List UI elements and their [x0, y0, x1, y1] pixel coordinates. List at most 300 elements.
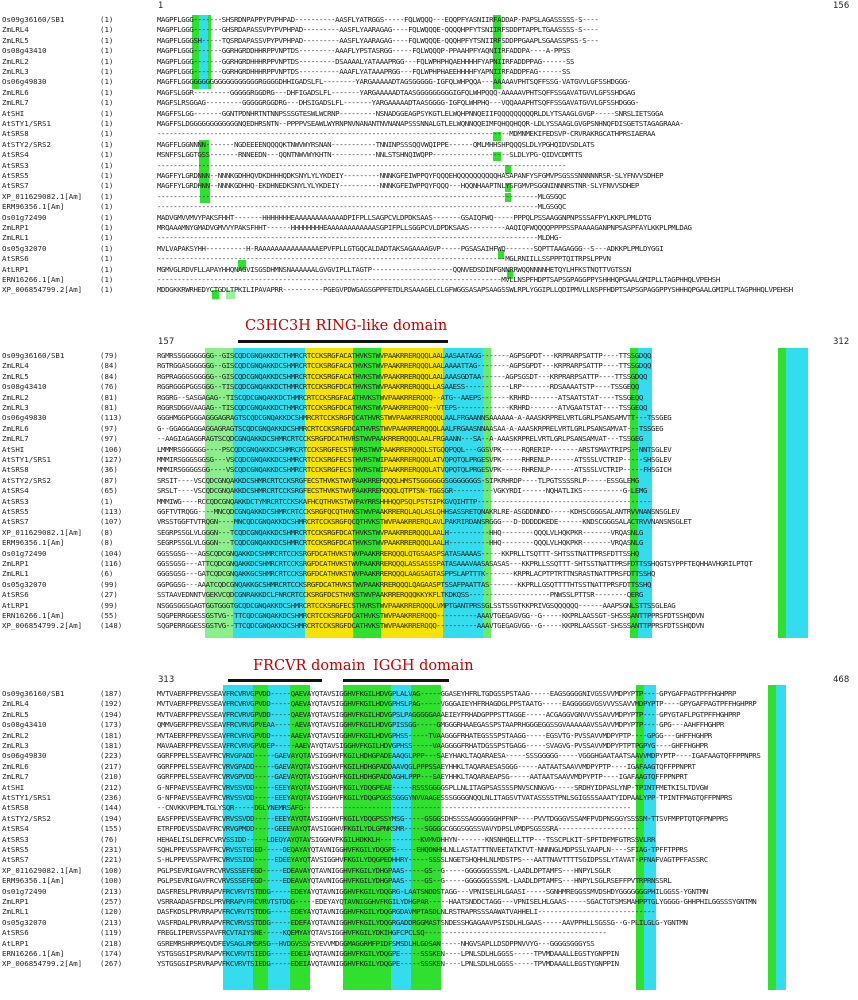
sequence-name: XP_011629082.1[Am] — [2, 527, 83, 537]
sequence-name: Os05g32070 — [2, 579, 47, 589]
sequence-row — [0, 171, 858, 181]
sequence-row — [0, 710, 858, 720]
sequence-offset: (27) — [100, 590, 118, 600]
sequence-name: AtSRS7 — [2, 517, 29, 527]
sequence-name: AtLRP1 — [2, 938, 29, 948]
sequence-row — [0, 559, 858, 569]
sequence-residues: MVTVAERFPREVSSEAVFRCVRVGPVDD-----QAEVAYQTAVSIGGHVFKGILHDVGPLALVAG-----GGASEYHFRLTGDGSSPSTAAG-----EAGSGGGGNIVGSSVVMDPYPTP----GPYGAFPAGTPFFHGHPRP — [157, 689, 737, 698]
sequence-residues: MMMIWG----RCCQDCGNQAKKDCTYMRCRTCCKSKAFHCQTHVKSTWVPAYRRSHHHQQPSQLPSTSIPKGVQIHTTP------------------------------------------- — [157, 496, 652, 506]
sequence-row — [0, 192, 858, 202]
sequence-residues: MAGFFSLDGGGGGGGGGGGGNQEDHRSNTN--PPPPVSEAWLWYRNPNVNANANTNVNANAPSSSNNALGTLELWQNNQQEIMFQHQQHQQR-LDLYSSAAGLGVGPSNHNQFDISGETSTAGAGRAAA- — [157, 119, 684, 128]
sequence-residues: ----------------------------------------------------------------------------------------------MLGSGQC — [157, 202, 567, 212]
sequence-name: AtSRS3 — [2, 834, 29, 844]
sequence-offset: (187) — [100, 689, 123, 698]
sequence-row — [0, 150, 858, 160]
sequence-offset: (1) — [100, 202, 114, 212]
sequence-row — [0, 621, 858, 631]
sequence-residues: FREGLIPERVSSPAVFRCVTAIYSNE-----KQEMYAYQTAVSIGGHVFKGILYDKIHGFCPCLSQ--------------------------------------------- — [157, 928, 607, 938]
sequence-offset: (65) — [100, 486, 118, 496]
sequence-offset: (1) — [100, 87, 114, 97]
sequence-offset: (1) — [100, 275, 114, 284]
sequence-name: AtSTY2/SRS2 — [2, 813, 51, 823]
sequence-residues: MMMIRSGGGGSGG----VSCQDCGNQAKKDCSHMRCRTCCKSRGFECSTHVRSTWIPAAKRRERQQQLATVQPQTQLPRGESVPK-----RHRENLP------ATSSSLVCTRIP-----FHSGICH — [157, 465, 672, 475]
sequence-offset: (1) — [100, 223, 114, 232]
sequence-offset: (127) — [100, 455, 123, 464]
sequence-offset: (36) — [100, 465, 118, 475]
sequence-residues: YSTGSGSIPSRVRAPVFKCVRVTSIEDG-----EDEIAVQTAVNIGGHVFKGILYDQGPE-----SSSKEN----LPNLSDLHLGGSS-----TPVMDAAALLEGSTYGNPPIN — [157, 959, 619, 969]
iggh-domain-label: IGGH domain — [373, 658, 474, 674]
sequence-row — [0, 361, 858, 371]
sequence-row — [0, 36, 858, 46]
sequence-residues: GGPGGSG---AAATCQDCGNQAKKGCSHMRCRTCCKSRGFDCATHVKSTWVPAAKRRERQQQLQAGAASPTSSAFPAATTAS-------KKPRLLGSQTTTTHTSSTNATTPRSFDTTSSHQ — [157, 579, 652, 589]
ring-domain-label: C3HC3H RING-like domain — [245, 318, 448, 334]
sequence-name: XP_006854799.2[Am] — [2, 621, 83, 631]
sequence-name: ZmLRL5 — [2, 35, 29, 45]
sequence-name: AtSHI — [2, 108, 25, 118]
sequence-residues: MAGPFLGGGSH-----TQSRDAPASSVPYPVPHPAD---------AASFLYAARAGAG----FQLWQQQE-QQQHPFYTSNIIRFSDDPPGAAPLSGAASSPSS-S--- — [157, 35, 599, 45]
sequence-row — [0, 445, 858, 455]
sequence-offset: (1) — [100, 233, 114, 243]
sequence-offset: (1) — [100, 496, 114, 506]
sequence-offset: (81) — [100, 392, 118, 402]
sequence-row — [0, 15, 858, 25]
sequence-name: ZmLRL4 — [2, 699, 29, 709]
sequence-residues: ----------------------------------------------------------------------------------------------------- — [157, 160, 567, 170]
sequence-offset: (106) — [100, 444, 123, 454]
sequence-offset: (107) — [100, 517, 123, 527]
sequence-offset: (116) — [100, 559, 123, 568]
sequence-offset: (81) — [100, 403, 118, 412]
sequence-offset: (231) — [100, 845, 123, 854]
sequence-row — [0, 403, 858, 413]
sequence-residues: MAGFFYLGRDHNN--NNNKGDHHQ-EKDHNEDKSNYLYLYKDEIY----------NNNKGFEIWPPQYFQQQ---HQQNHAAPTNLYSFGMVPSGGNINNNRSTNR-SLYFNVVSDHEP — [157, 181, 639, 191]
sequence-name: AtSRS4 — [2, 824, 29, 834]
sequence-name: AtLRP1 — [2, 600, 29, 610]
sequence-row — [0, 285, 858, 295]
sequence-offset: (99) — [100, 600, 118, 610]
sequence-name: ERN16266.1[Am] — [2, 949, 65, 958]
sequence-residues: RGGRSDGGVAAGAG--TISCQDCGNQAKKDCTHMRCRTCCKSRGFDCATHVKSTWVPAAKRRERQQQ--VTEPS-------------KRHRD-------ATVGAATSTAT----TSSGEQQ — [157, 403, 647, 412]
sequence-row — [0, 46, 858, 56]
sequence-name: ZmLRL6 — [2, 761, 29, 771]
sequence-row — [0, 876, 858, 886]
sequence-offset: (6) — [100, 569, 114, 579]
sequence-offset: (1) — [100, 212, 114, 222]
sequence-residues: MSNFFSLGGTGSS-------RNNEEDN---QQNTNWVWYKHTN-----------NNLSTSHNQIWQPP-------------------SLDLYPG-QIDVCDMTTS — [157, 150, 583, 160]
sequence-row — [0, 959, 858, 969]
sequence-offset: (1) — [100, 150, 114, 160]
sequence-row — [0, 413, 858, 423]
sequence-name: ZmLRL3 — [2, 403, 29, 412]
sequence-row — [0, 88, 858, 98]
sequence-name: AtSHI — [2, 782, 25, 792]
block-end-position: 156 — [833, 1, 850, 11]
sequence-residues: RGPRAGGGSGGGGG--GISCQDCGNQAKKDCSHMRCRTCCKSRGFACATHVKSTWVPAAKRRERQQQLAALAAASGDTAA------AGPSGSDT---KRPRARPSATTP----TTSSGDQQ — [157, 371, 647, 381]
sequence-residues: -------------------------------------------------------------------------------------MVLLNSPFHDPTSAPSGPAGGPPYSHHHQPGAALGMIPLLTAGPHHQLVPEHSH — [157, 275, 720, 284]
sequence-row — [0, 98, 858, 108]
sequence-residues: RGMRSSGGGGGGGG--GISCQDCGNQAKKDCTHMRCRTCCKSRGFACATHVKSTWVPAAKRRERQQQLAALAASAATAGG-------AGPSGPDT---KRPRARPSATTP----TTSSGDQQ — [157, 351, 652, 360]
sequence-row — [0, 25, 858, 35]
sequence-row — [0, 351, 858, 361]
sequence-residues: G-NFPAEVSSEAVFRCVRVSSVDD-----EEEYAYQTAVSIGGHVFKGILYDQGPEAE-----RSSSGGGGSPLLNLITAGPSASSSSPNVSCNNGVG-----SRDHYIDPASLYNP-TPINTFMETKISLTDVGW — [157, 782, 708, 792]
sequence-row — [0, 497, 858, 507]
sequence-name: AtSHI — [2, 444, 25, 454]
sequence-row — [0, 507, 858, 517]
sequence-name: Os08g43410 — [2, 720, 47, 730]
sequence-row — [0, 213, 858, 223]
sequence-row — [0, 77, 858, 87]
sequence-offset: (221) — [100, 855, 123, 865]
sequence-name: ERM96356.1[Am] — [2, 538, 65, 548]
sequence-residues: MAGPFLGGG-------GGRHGRDHHHRPPVNPTDS----------AAAFLYATAAAPRGG---FQLWPHPHAEEHHHHFYAPNIIRFADDPFAG------SS — [157, 67, 571, 76]
sequence-residues: MVTVAERFPREVSSEAVFRCVRVGPVDD-----QAEVAYQTAVSIGGHVFKGILHDVGPSLPAGGGGGAAAEIEYFRHADGPPPSTTAGGE-----ACGAGGVGNVVVSSAVVMDPYPTP----GPYGTAFLPGTPFFHGHPRP — [157, 709, 741, 719]
sequence-row — [0, 855, 858, 865]
sequence-offset: (1) — [100, 171, 114, 180]
sequence-offset: (213) — [100, 886, 123, 896]
sequence-offset: (113) — [100, 413, 123, 423]
sequence-row — [0, 57, 858, 67]
sequence-name: AtSRS5 — [2, 171, 29, 180]
sequence-offset: (1) — [100, 119, 114, 128]
sequence-row — [0, 109, 858, 119]
sequence-residues: GGRFPPELSSEAVFRCVRVGPADD-----GAEVAYQTAVSIGGHVFKGILHDHGPADDAAVQGLPPPSSAEYHHKLTAQARAESASGGG-----AATAATSAAVVMDPYPTP----IGAFAAGTQFFPPNPRT — [157, 761, 696, 771]
sequence-offset: (1) — [100, 181, 114, 191]
sequence-row — [0, 824, 858, 834]
sequence-offset: (181) — [100, 741, 123, 750]
sequence-residues: MVTVAERFPREVSSEAVFRCVRVGPVDD-----QAEVAYQTAVSIGGHVFKGILHDVGPHSLPAG-----VGGGAIEYHFRHAGDGLPPSTAATG-----EAGGGGGVGSVVVSSAVVMDPYPTP----GPYGAFPAGTPFFHGHPRP — [157, 699, 757, 709]
sequence-residues: ---------------------------------------------------------------------------------------MDMNMEKIFEDSVP-CRVRAKRGCATHPRSIAERAA — [157, 129, 656, 139]
sequence-name: AtSRS8 — [2, 465, 29, 475]
sequence-residues: G--GGAGGAGGAGGAGRAGTSCQDCGNQAKKDCSHMRCRTCCKSRGFDCATHVRSTWVPAAKRRERQQQLAALFRGAASNNAASAA-A-AAASKRPRELVRTLGRLPSANSAMVAT---TSSGEG — [157, 423, 664, 433]
sequence-residues: RGTRGGASGGGGGG--GISCQDCGNQAKKDCSHMRCRTCCKSRGFACATHVKSTWVPAAKRRERQQQLAALAAAATTAG--------AGPSGPDT---KRPRARPSATTP----TTSSGDQQ — [157, 361, 652, 371]
sequence-offset: (1) — [100, 67, 114, 76]
sequence-name: Os06g49830 — [2, 77, 47, 87]
sequence-residues: --CNVKKVPEMLTGLYSQR-----DGLYNEMRSAFG--------------------------------------------------------------------------------- — [157, 803, 631, 813]
sequence-name: AtSTY1/SRS1 — [2, 119, 51, 128]
sequence-name: AtSRS3 — [2, 160, 29, 170]
sequence-name: AtSRS3 — [2, 496, 29, 506]
sequence-offset: (100) — [100, 876, 123, 886]
sequence-offset: (155) — [100, 824, 123, 834]
sequence-residues: PGLPSEVRIGAVFRCVRVSSSEFEGD-----EDEAVAYQTAVNIGGHVFKGILYDHGPAAS-----GS--G-----GGGGGGSSSML-LAADLDPTAMFS---HNPYLSGLRSEFFPVTRPRNSSRL — [157, 876, 672, 886]
sequence-offset: (1) — [100, 15, 114, 24]
sequence-offset: (113) — [100, 507, 123, 516]
sequence-row — [0, 244, 858, 254]
sequence-offset: (212) — [100, 782, 123, 792]
sequence-row — [0, 949, 858, 959]
sequence-row — [0, 611, 858, 621]
sequence-offset: (1) — [100, 191, 114, 201]
sequence-name: ZmLRL6 — [2, 423, 29, 433]
sequence-residues: RGGRG--SASGAGAG--TISCQDCGNQAKKDCTHMRCRTCCKSRGFACATHVKSTWVPAAKRRERQQQ--ATG--AAEPS-------KRHRD-------ATSAATSTAT----TSSGEQQ — [157, 392, 643, 402]
sequence-row — [0, 793, 858, 803]
sequence-residues: SQGPERRGGESSGSTVG--TTCQDCGNQAKKDCSHMRCRTCCKSRGFDCATHVKSTWVPAAKRRERQQQ----------AAAVTGEGAGVGG--G-----KKPRLAASSGT-SHSSSANTTPPRSFDTSSHQDVN — [157, 621, 704, 631]
sequence-name: Os09g36160/SB1 — [2, 15, 65, 24]
sequence-name: Os01g72490 — [2, 548, 47, 558]
sequence-name: XP_011629082.1[Am] — [2, 865, 83, 875]
sequence-offset: (76) — [100, 382, 118, 392]
sequence-residues: MAVAAERFPREVSSEAVFRCVRVGPVDEP-----AAEVAYQTAVSIGGHVFKGILHDVGPHSS-----VAAGGGGFRHATDGSSPSTGAGG-----SVAGVG-PVSSAVVMDPYPTPTPGPYG----GHFFHGHPR — [157, 741, 708, 750]
sequence-name: AtSTY2/SRS2 — [2, 475, 51, 485]
sequence-name: Os05g32070 — [2, 243, 47, 253]
sequence-name: ZmLRL7 — [2, 434, 29, 444]
sequence-row — [0, 549, 858, 559]
sequence-residues: MVTAEERFPREVSSEAVFRCVRVGPVDD-----AAEVAYQTAVSIGGHVFKGILHDVGPHSS-----TVAAGGGFRHATEGSSSPSTAAGG-----EGSVTG-PVSSAVVMDPYPTP----GPGG---GHFFHGHPR — [157, 730, 712, 740]
sequence-name: AtSRS8 — [2, 803, 29, 813]
sequence-offset: (181) — [100, 730, 123, 740]
sequence-offset: (1) — [100, 243, 114, 253]
sequence-row — [0, 265, 858, 275]
sequence-offset: (1) — [100, 285, 114, 295]
sequence-offset: (1) — [100, 160, 114, 170]
sequence-row — [0, 928, 858, 938]
sequence-residues: GGFTVTRQGG----MNCQDCGNQAKKDCSHMRCRTCCKSRGFQCQTHVKSTWVPAAKRRERQLAQLASLQHHSASSRETQNAKRLRE-ASGDDNNDD-----KDHSCGGGSALANTRVVNANSNSGLEV — [157, 507, 680, 516]
sequence-residues: GGGHMGGPGGGAGGGAGRAGTSCQDCGNQAKKDCSHMRCRTCCKSRGFDCATHVRSTWVPAAKRRERQQQLAALFRGAANNSAAAAAA-A-AAASKRPRELVRTLGRLPSANSAMVTT---TSSGEG — [157, 413, 672, 423]
sequence-name: XP_011629082.1[Am] — [2, 191, 83, 201]
sequence-offset: (97) — [100, 434, 118, 444]
sequence-name: ZmLRL2 — [2, 392, 29, 402]
sequence-name: ZmLRP1 — [2, 223, 29, 232]
sequence-residues: QMMVGERFPREVSSEAVFRCVRVGPVEAA-----AEVAYQTAVSIGGHVFKGILHDVGPISSGG-----GMGGGRHAAEGASSPSTAAPRHGGGEGGSSGVAAAAAAVSSAVVMDPYPTP----GPG---AAHFFHGHPR — [157, 720, 724, 730]
sequence-residues: ETRFPDEVSSDAVFRCVRVGPMDD-----GEEEVAYQTAVSIGGHVFKGILYDLGPNKSMR-----SGGGGCGGGSGGSSVAVYDPSLVMDPSGSSSRA-------------------- — [157, 824, 639, 834]
sequence-offset: (79) — [100, 351, 118, 360]
block-start-position: 157 — [158, 337, 175, 347]
sequence-offset: (1) — [100, 129, 114, 139]
sequence-residues: --AAGIAGAGGRAGTSCQDCGNQAKKDCSHMRCRTCCKSRGFDCATHVRSTWVPAAKRRERQQQLAALFRGAANN---SA--A-AAASKRPRELVRTLGRLPSANSAMVAT---TSSGEG — [157, 434, 643, 444]
sequence-name: ZmLRL3 — [2, 67, 29, 76]
sequence-name: AtSRS6 — [2, 928, 29, 938]
sequence-name: AtLRP1 — [2, 264, 29, 274]
sequence-name: AtSRS6 — [2, 590, 29, 600]
sequence-offset: (213) — [100, 917, 123, 927]
sequence-residues: MRQAAAMNYGMADVGMVVYPAKSFHHT------HHHHHHHHEAAAAAAAAAAAASGPIFPLLSGGPCVLDPDKSAAS---------AAQIQFWQQQQPPPPSSPAAAAGANPNPSASPFAYLKKPLPMLDAG — [157, 223, 692, 232]
sequence-offset: (84) — [100, 371, 118, 381]
sequence-offset: (87) — [100, 475, 118, 485]
sequence-residues: MAGPFLGGG-------GGRHGRDHHHRPPVNPTDS---------DSAAAALYATAAAPRGG---FQLWPHPHQAEHHHHFYAPNIIRFADDPPAG------SS — [157, 56, 575, 66]
sequence-name: Os09g36160/SB1 — [2, 351, 65, 360]
sequence-offset: (1) — [100, 254, 114, 264]
sequence-offset: (1) — [100, 139, 114, 149]
sequence-offset: (8) — [100, 538, 114, 548]
sequence-row — [0, 887, 858, 897]
sequence-row — [0, 465, 858, 475]
sequence-row — [0, 580, 858, 590]
sequence-row — [0, 918, 858, 928]
sequence-residues: G-NFPAEVSSEAVFRCVRVSSVDD-----EEEYAYQTAVSIGGHVFKGILYDQGPGGSSGGGYNVVAAGESSSGGGGNQQLNLITAGSVTVATASSSSTPNLSGIGSSSAAATYIDPAALYPP-TPINTFMAGTQFFPNPRS — [157, 793, 733, 802]
sequence-residues: HEHAELISLDEFRCVRVSSIDD-----LDEQYAYQTAVSIGGHVFKGILHDKKLH----------KVMVDHHYN-------KNSNHQELLTTP---TSSCPLKIT-SPFTDFMFGTRSSVLRR — [157, 834, 656, 844]
sequence-offset: (1) — [100, 46, 114, 56]
sequence-name: ZmLRL3 — [2, 741, 29, 750]
block-start-position: 313 — [158, 675, 175, 685]
sequence-name: ERN16266.1[Am] — [2, 611, 65, 620]
sequence-name: AtSTY1/SRS1 — [2, 793, 51, 802]
sequence-residues: SRSIT----VSCQDCGNQAKKDCSHMRCRTCCKSRGFECSTHVKSTWVPAAKRRERQQQLHMSTSGGGGGGSGGGGGGGS-SIPKRHRDP----TLPGTSSSSRLP-----ESSGLEMG — [157, 475, 639, 485]
sequence-offset: (223) — [100, 751, 123, 761]
sequence-name: Os08g43410 — [2, 46, 47, 56]
sequence-residues: S-HLPPEVSSPAVFRCVRVSSIDD-----EDEEYAYQTAVSIGGHVFKGILYDQGPEDHHRY-----SSSSLNGETSHQHHLNLMDSTPS---AATTNAVTTTTSGIDPSSLYTAVAT-PFNAFVAGTPFFASSRC — [157, 855, 708, 865]
sequence-name: Os09g36160/SB1 — [2, 689, 65, 698]
sequence-residues: SSTAAVEDNNTVGEKVCQDCGNRAKKDCLFNRCRTCCKSRGFDCSTHVKSTWVPAAKRRERQQQKKYKFLTKDKQSS--------------------PNWSSLPTTSR--------QERG — [157, 590, 643, 600]
sequence-offset: (210) — [100, 772, 123, 782]
sequence-offset: (1) — [100, 56, 114, 66]
sequence-row — [0, 835, 858, 845]
sequence-residues: SQGPERRGGESSGSTVG--TTCQDCGNQAKKDCSHMRCRTCCKSRGFDCATHVKSTWVPAAKRRERQQQ----------AAAVTGEGAGVGG--G-----KKPRLAASSGT-SHSSSANTTPPRSFDTSSHQDVN — [157, 611, 704, 620]
sequence-name: Os08g43410 — [2, 382, 47, 392]
sequence-row — [0, 720, 858, 730]
sequence-residues: EASFPPEVSSEAVFRCVRVSSVDD-----EEEYAYQTAVSIGGHVFKGILYDQGPSSYMSG-----GSGGSDHSSSSAGGGGGGHPFNP----PVVTDGGGVSSAMFPVDPNSGGYSSSSM-TTSVFMPPTQTQFPNPPRS — [157, 813, 728, 823]
sequence-residues: MAGFSLGGR---------GGGGGRGGDRG---DHFIGADSLFL-------YARGAAAAADTAASGGGGGGGGGIGFQLWHPQQQ-AAAAAVPHTSQFFSSGAVATGVVLGFSSHDGAG — [157, 87, 635, 97]
sequence-offset: (1) — [100, 98, 114, 108]
sequence-residues: LMMMRSGGGGGG----PSCQDCGNQAKKDCSHMRCRTCCKSRGFECSTHVRSTWVPAAKRRERQQQLSTGQQPQQL---GGSVPK-----RQRERIP-------ARSTSMAYTRIPS--NNTSGLEV — [157, 444, 672, 454]
sequence-row — [0, 939, 858, 949]
sequence-name: AtSRS5 — [2, 845, 29, 854]
sequence-row — [0, 689, 858, 699]
sequence-residues: GGRFPPELSSEAVFRCVRVGPADD-----GAEVAYQTAVSIGGHVFKGILHDHGPADEAAQGLPPP---SAEYHAKLTAQARAESA-----SSSGGGGG-----VGGGHGAATAATSAAVVMDPYPTP----IGAFAAGTQFFPPNPRS — [157, 751, 761, 761]
sequence-residues: ----------------------------------------------------------------------------------------------MLGSGQC — [157, 191, 567, 201]
sequence-row — [0, 803, 858, 813]
sequence-residues: MAGFFLGGNNNN-------NGDEEEENQQQQKTNWVWYRSNAN-----------TNNINPSSSQQVWQIPPE------QMLMHHSHPQQQSLDLYPGHQIDVSDLATS — [157, 139, 595, 149]
sequence-name: ZmLRL2 — [2, 56, 29, 66]
sequence-name: ZmLRL7 — [2, 772, 29, 782]
sequence-offset: (236) — [100, 793, 123, 802]
sequence-residues: GGRFPPELSSEAVFRCVRVGPVDD-----GAEVAYQTAVSIGGHVFKGILHDHGPADDAGHLPPP---SAEYHHKLTAQARAEAPSG-----AATAATSAAVVMDPYPTP----IGAFAAGTQFFPPNPRT — [157, 772, 688, 782]
sequence-name: ZmLRL2 — [2, 730, 29, 740]
sequence-residues: PGLPSEVRIGAVFRCVRVSSSEFEGD-----EDEAVAYQTAVNIGGHVFKGILYDHGPAAS-----GS--G-----GGGGGGSSSML-LAADLDPTAMFS---HNPYLSGLR — [157, 865, 611, 875]
sequence-name: AtSRS7 — [2, 181, 29, 191]
sequence-residues: MAGFFYLGRDNNN--NNNKGDHHQVDKDHHHQDKSNYLYLYKDEIY---------NNNKGFEIWPPQYFQQQEHQQQQQQQQQQHASAPANFYSFGMVPSGSSSNNNNNRSR-SLYFNVVSDHEP — [157, 171, 664, 180]
sequence-offset: (144) — [100, 803, 123, 813]
sequence-offset: (257) — [100, 897, 123, 906]
sequence-row — [0, 783, 858, 793]
sequence-row — [0, 762, 858, 772]
sequence-name: AtSRS5 — [2, 507, 29, 516]
sequence-name: ZmLRL1 — [2, 233, 29, 243]
sequence-name: ERM96356.1[Am] — [2, 202, 65, 212]
sequence-name: Os01g72490 — [2, 212, 47, 222]
sequence-row — [0, 569, 858, 579]
sequence-offset: (267) — [100, 959, 123, 969]
block-start-position: 1 — [158, 1, 164, 11]
sequence-name: AtSRS8 — [2, 129, 29, 139]
sequence-offset: (104) — [100, 548, 123, 558]
sequence-row — [0, 254, 858, 264]
sequence-offset: (1) — [100, 35, 114, 45]
sequence-row — [0, 601, 858, 611]
sequence-row — [0, 129, 858, 139]
sequence-row — [0, 202, 858, 212]
sequence-residues: --------------------------------------------------------------------------------------MGLRNIILLSSPPPTQITRPSLPPVN — [157, 254, 611, 264]
sequence-row — [0, 382, 858, 392]
sequence-row — [0, 119, 858, 129]
sequence-row — [0, 907, 858, 917]
sequence-row — [0, 161, 858, 171]
sequence-offset: (148) — [100, 621, 123, 631]
sequence-residues: SEGRPSSGLVLGGGN---TCQDCGNQAKKDCSHMRCRTCCKSRGFDCATHVKSTWVPAAKRRERQQQLAALH----------HHQ--------QQQLVLHQKPKR-------VRQASNLG — [157, 538, 643, 548]
sequence-name: AtSRS7 — [2, 855, 29, 865]
sequence-row — [0, 517, 858, 527]
sequence-residues: VRSSTGGFTVTRQGN----MNCQDCGNQAKKDCSHMRCRTCCKSRGFQCQTHVKSTWVPAAKRRERQLAVLPAKRIRDANSRGGG---D-DDDDDKEDE------KNDSCGGGSALACTRVVNANSNSGLET — [157, 517, 692, 527]
sequence-name: Os05g32070 — [2, 917, 47, 927]
sequence-row — [0, 181, 858, 191]
sequence-name: ZmLRP1 — [2, 559, 29, 568]
sequence-name: AtSTY1/SRS1 — [2, 455, 51, 464]
sequence-name: XP_006854799.2[Am] — [2, 959, 83, 969]
sequence-row — [0, 372, 858, 382]
block-end-position: 312 — [833, 337, 850, 347]
sequence-residues: NSGGSGGSGAGTGGTGGGTGCQDCGNQAKKDCSHMRCRTCCKSRGFECSTHVRSTWVPAAKRRERQQQLVMPTGANTPRSSGLSSTSSGTKKPRIVGSQQQQQQ------AAAPSGNLSTTSSGLEAG — [157, 600, 676, 610]
sequence-offset: (194) — [100, 813, 123, 823]
sequence-name: ZmLRL5 — [2, 709, 29, 719]
sequence-name: XP_006854799.2[Am] — [2, 285, 83, 295]
sequence-residues: GGSSGSG---ATTCQDCGNQAKKDCSHMRCRTCCKSRGFDCATHVKSTWVPAAKRRERQQQLASSASSSPATASAAAVAASASASAS---KKPRLLSSQTTT-SHTSSTNATTPRSFDTTSSHQGTSYPPFTEQHHAVHGRILPTQT — [157, 559, 753, 568]
sequence-row — [0, 486, 858, 496]
sequence-row — [0, 731, 858, 741]
sequence-residues: SQHLPPEVSSPAVFRCVRVSSTEDED-----DEQAYAYQTAVNIGGHVFKGILYDQGPE-----EHQDNHHLNLLASTATTTNVEETATKTVT-NNNNGLMDPSSLYAAPLN----SFIAG-TPFFTPPRS — [157, 845, 688, 854]
sequence-name: ZmLRL4 — [2, 25, 29, 35]
sequence-row — [0, 455, 858, 465]
sequence-residues: MAGPFLGGG-------GHSRDAPASSVPYPVPHPAD---------AASFLYAARAGAG----FQLWQQQE-QQQQHPFYTSNIIRFSDDPTAPPLTGAASSSS-S---- — [157, 25, 599, 35]
sequence-row — [0, 233, 858, 243]
sequence-row — [0, 699, 858, 709]
sequence-name: ERN16266.1[Am] — [2, 275, 65, 284]
sequence-name: Os01g72490 — [2, 886, 47, 896]
sequence-name: ZmLRL1 — [2, 907, 29, 917]
sequence-residues: MADVGMVVMVYPAKSFHHT-------HHHHHHHEAAAAAAAAAAAADPIFPLLSAGPCVLDPDKSAAS-------GSAIQFWQ-----PPPQLPSSAAGGNPNPSSSAFPYLKKPLPMLDTG — [157, 212, 652, 222]
sequence-offset: (217) — [100, 761, 123, 771]
sequence-residues: MAGPFLGGG-------SHSRDNPAPPYPVPHPAD----------AASFLYATRGGS-----FQLWQQQ---EQQPFYASNIIRFADDAP-PAPSLAGASSSSS-S---- — [157, 15, 599, 24]
sequence-residues: VSRRAADASFRDSLPRVRRAPVFRCVRVTSTDDG-----EDEYAYQTAVNIGGHVFKGILYDHGPAR-----HAATSNDDCTAGG---VPNISELHLGAAS-----SGACTGTSMSMAHPPTGLYGGGG-GHHPHILGGSSSYGNTMN — [157, 897, 757, 906]
sequence-offset: (120) — [100, 907, 123, 917]
sequence-name: AtSTY2/SRS2 — [2, 139, 51, 149]
sequence-name: ZmLRL5 — [2, 371, 29, 381]
sequence-offset: (97) — [100, 423, 118, 433]
sequence-residues: DASFRESLPRVRRAPVFRCVRVTSTDDG-----EDEYAYQTAVNIGGHVFKGILYDQGRG-LAATSNDDSTAGG---VPNISELHLGAASI-----SGNHMREGGSSMVDSHDYGGGGGGGPHILGGSS-YGNTMN — [157, 886, 708, 896]
sequence-offset: (76) — [100, 834, 118, 844]
sequence-residues: YSTGSGSIPSRVRAPVFKCVRVTSIEDG-----EDEIAVQTAVNIGGHVFKGILYDQGPE-----SSSKEN----LPNLSDLHLGGSS-----TPVMDAAALLEGSTYGNPPIN — [157, 949, 619, 958]
sequence-residues: VASFRDALPRVRRAPVFRCVRVSSTDDG-----EDEFAYQTAVNIGGHVFKGILYDQGRGADDRGGMASTSNDESSHGAGAAVPSISDLHLGAAS-----AAVPPHLLSGSSG--G-PLILGLG-YGNTMN — [157, 917, 688, 927]
sequence-row — [0, 751, 858, 761]
sequence-residues: MGMVGLRDVFLLAPAYHHQNAGVISGSDHMNSNAAAAAALGVGVIPLLTAGTP--------------------QQNVEDSDINFGNNRRWQQNNNNHETQYLHFKSTNQTTVGTSSN — [157, 264, 631, 274]
sequence-residues: SRSLT----VSCQDCGNQAKKDCSHMRCRTCCKSRGFECSTHVKSTWVPAAKRRERQQQLQTPTSN-TGGSGR----------VGKYRDI------NQHATLIKS----------G-LEMG — [157, 486, 647, 496]
sequence-residues: MAGFSLRSGGAG---------GGGGGRGGDRG---DHSIGADSLFL-------YARGAAAAADTAASGGGG-IGFQLWHPHQ---VQQAAAPHTSQFFSSGAVATGVVLGFSSHDGGG- — [157, 98, 639, 108]
sequence-residues: ----------------------------------------------------------------------------------------------MLDHG- — [157, 233, 562, 243]
sequence-row — [0, 814, 858, 824]
sequence-offset: (1) — [100, 77, 114, 87]
sequence-residues: MDDGKKRWRHEDYCTGDLTPKILIPAVAPRR----------PGEGVPDWGAGSGPPFETDLRSAAAGELCLGFWGGSASAPSAAGSSWLRPLYGGIPLLQDIPMVLLNSPFHDPTSAPSGPAGGPPYSHHHQPGAALGMIPLLTAGPHHQLVPEHSH — [157, 285, 793, 295]
sequence-residues: MMMIRSGGGSGGSG---VSCQDCGNQAKKDCSHMRCRTCCKSRGFECSTHVRSTWIPAAKRRERQQQLATVQPQTQLPRGESVPK-----RHRENLP------ATSSSLVCTRIP-----SHSGLEV — [157, 455, 672, 464]
sequence-offset: (1) — [100, 264, 114, 274]
sequence-offset: (1) — [100, 25, 114, 35]
sequence-row — [0, 434, 858, 444]
sequence-offset: (1) — [100, 108, 114, 118]
sequence-name: ZmLRL6 — [2, 87, 29, 97]
sequence-row — [0, 538, 858, 548]
sequence-residues: RGGRGGGPGGSGGG--TISCQDCGNQAKKDCTHMRCRTCCKSRGFDCATHVKSTWVPAAKRRERQQQLLASAAESS-----------LRP-------RDSAAAATSTP----TSSGEQQ — [157, 382, 639, 392]
sequence-row — [0, 845, 858, 855]
sequence-row — [0, 866, 858, 876]
sequence-row — [0, 772, 858, 782]
sequence-name: Os06g49830 — [2, 413, 47, 423]
block-end-position: 468 — [833, 675, 850, 685]
sequence-offset: (55) — [100, 611, 118, 620]
sequence-row — [0, 67, 858, 77]
sequence-row — [0, 476, 858, 486]
sequence-row — [0, 590, 858, 600]
sequence-offset: (99) — [100, 579, 118, 589]
sequence-row — [0, 223, 858, 233]
sequence-offset: (100) — [100, 865, 123, 875]
sequence-row — [0, 528, 858, 538]
